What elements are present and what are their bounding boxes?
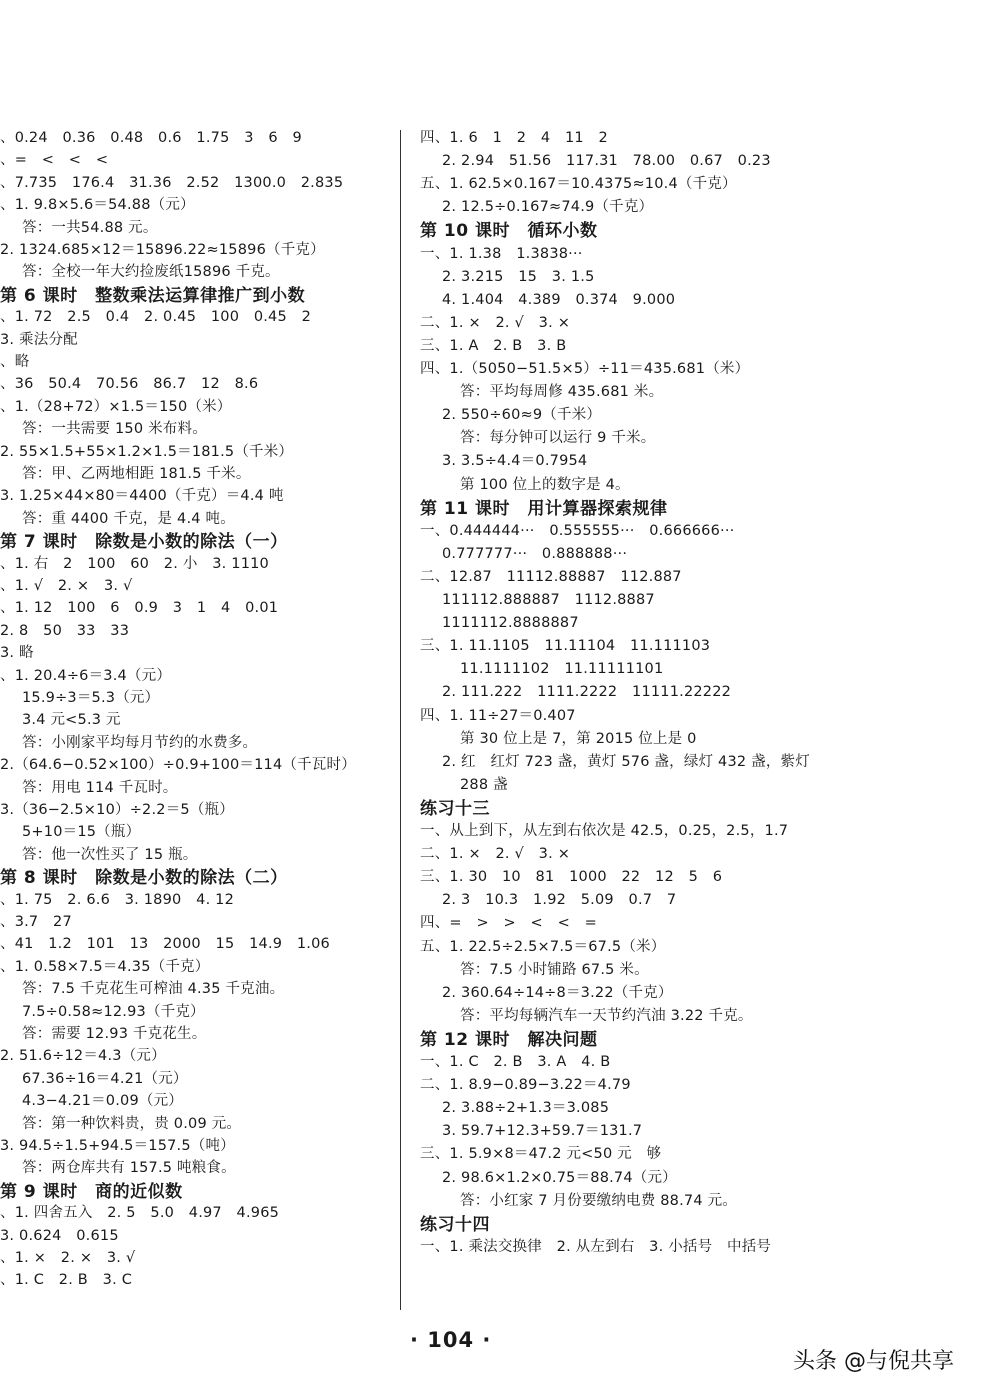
answer-line: 、1. 12 100 6 0.9 3 1 4 0.01 — [0, 600, 279, 617]
answer-line: 一、1. C 2. B 3. A 4. B — [420, 1054, 611, 1070]
answer-line: 2.（64.6−0.52×100）÷0.9+100＝114（千瓦时） — [0, 757, 356, 774]
section-heading: 第 12 课时 解决问题 — [420, 1029, 598, 1050]
answer-line: 1111112.8888887 — [442, 615, 579, 632]
answer-line: 2. 3.88÷2+1.3＝3.085 — [442, 1100, 610, 1117]
answer-line: 第 30 位上是 7，第 2015 位上是 0 — [460, 730, 697, 747]
answer-line: 2. 3.215 15 3. 1.5 — [442, 268, 595, 285]
answer-line: 3. 乘法分配 — [0, 331, 78, 348]
answer-line: 四、= > > < < = — [420, 915, 597, 932]
answer-line: 、= < < < — [0, 152, 109, 169]
answer-line: 答：一共需要 150 米布料。 — [22, 421, 207, 438]
answer-line: 、0.24 0.36 0.48 0.6 1.75 3 6 9 — [0, 130, 302, 146]
answer-line: 答：一共54.88 元。 — [22, 219, 158, 236]
answer-line: 、略 — [0, 354, 30, 370]
answer-line: 、41 1.2 101 13 2000 15 14.9 1.06 — [0, 936, 330, 953]
answer-line: 答：重 4400 千克，是 4.4 吨。 — [22, 510, 235, 527]
answer-line: 2. 12.5÷0.167≈74.9（千克） — [442, 199, 654, 216]
section-heading: 第 6 课时 整数乘法运算律推广到小数 — [0, 285, 306, 306]
answer-line: 2. 3 10.3 1.92 5.09 0.7 7 — [442, 892, 677, 909]
answer-line: 、1. C 2. B 3. C — [0, 1272, 133, 1289]
answer-line: 二、1. × 2. √ 3. × — [420, 846, 571, 863]
answer-line: 四、1. 11÷27＝0.407 — [420, 707, 576, 724]
answer-line: 、1. × 2. × 3. √ — [0, 1250, 136, 1266]
answer-line: 3.（36−2.5×10）÷2.2＝5（瓶） — [0, 802, 234, 818]
answer-line: 67.36÷16＝4.21（元） — [22, 1070, 188, 1087]
answer-line: 4. 1.404 4.389 0.374 9.000 — [442, 291, 676, 308]
answer-line: 答：第一种饮料贵，贵 0.09 元。 — [22, 1115, 242, 1132]
answer-line: 答：7.5 千克花生可榨油 4.35 千克油。 — [22, 981, 285, 998]
answer-line: 、1. 20.4÷6＝3.4（元） — [0, 667, 172, 684]
answer-line: 2. 55×1.5+55×1.2×1.5＝181.5（千米） — [0, 443, 294, 460]
answer-line: 答：甲、乙两地相距 181.5 千米。 — [22, 466, 251, 482]
answer-line: 答：小刚家平均每月节约的水费多。 — [22, 734, 258, 751]
answer-line: 答：需要 12.93 千克花生。 — [22, 1026, 207, 1042]
answer-line: 5+10＝15（瓶） — [22, 824, 141, 841]
answer-line: 一、1. 乘法交换律 2. 从左到右 3. 小括号 中括号 — [420, 1238, 772, 1255]
answer-line: 2. 98.6×1.2×0.75＝88.74（元） — [442, 1169, 677, 1186]
answer-line: 11.1111102 11.11111101 — [460, 661, 664, 678]
answer-line: 三、1. 5.9×8＝47.2 元<50 元 够 — [420, 1146, 662, 1163]
answer-line: 、1. 0.58×7.5＝4.35（千克） — [0, 958, 210, 975]
answer-line: 0.777777··· 0.888888··· — [442, 545, 628, 562]
section-heading: 第 9 课时 商的近似数 — [0, 1181, 183, 1202]
answer-line: 答：每分钟可以运行 9 千米。 — [460, 430, 656, 447]
answer-line: 3. 3.5÷4.4＝0.7954 — [442, 453, 588, 470]
answer-line: 7.5÷0.58≈12.93（千克） — [22, 1003, 205, 1020]
answer-line: 、3.7 27 — [0, 914, 72, 930]
answer-line: 2. 2.94 51.56 117.31 78.00 0.67 0.23 — [442, 153, 771, 170]
answer-line: 3. 0.624 0.615 — [0, 1227, 119, 1244]
answer-line: 3. 59.7+12.3+59.7＝131.7 — [442, 1123, 643, 1140]
answer-line: 答：平均每周修 435.681 米。 — [460, 384, 664, 401]
section-heading: 第 7 课时 除数是小数的除法（一） — [0, 532, 288, 553]
answer-line: 一、1. 1.38 1.3838··· — [420, 245, 583, 262]
answer-line: 、1. √ 2. × 3. √ — [0, 578, 133, 594]
answer-line: 、36 50.4 70.56 86.7 12 8.6 — [0, 376, 259, 393]
answer-line: 二、12.87 11112.88887 112.887 — [420, 568, 682, 585]
answer-line: 三、1. 30 10 81 1000 22 12 5 6 — [420, 869, 723, 886]
watermark-text: 头条 @与倪共享 — [793, 1349, 954, 1374]
answer-line: 、1. 9.8×5.6＝54.88（元） — [0, 197, 195, 214]
answer-line: 3. 略 — [0, 645, 34, 662]
answer-line: 4.3−4.21＝0.09（元） — [22, 1093, 183, 1110]
answer-line: 2. 8 50 33 33 — [0, 622, 130, 639]
answer-line: 答：用电 114 千瓦时。 — [22, 779, 178, 796]
answer-line: 答：两仓库共有 157.5 吨粮食。 — [22, 1160, 236, 1177]
answer-line: 2. 360.64÷14÷8＝3.22（千克） — [442, 984, 673, 1001]
section-heading: 练习十三 — [420, 798, 490, 819]
answer-line: 、7.735 176.4 31.36 2.52 1300.0 2.835 — [0, 174, 344, 191]
answer-line: 四、1. 6 1 2 4 11 2 — [420, 130, 608, 146]
section-heading: 第 10 课时 循环小数 — [420, 221, 598, 242]
answer-line: 答：小红家 7 月份要缴纳电费 88.74 元。 — [460, 1192, 737, 1209]
answer-line: 二、1. 8.9−0.89−3.22＝4.79 — [420, 1077, 631, 1094]
section-heading: 第 11 课时 用计算器探索规律 — [420, 498, 668, 519]
answer-line: 2. 1324.685×12＝15896.22≈15896（千克） — [0, 242, 325, 258]
answer-line: 一、从上到下，从左到右依次是 42.5，0.25，2.5，1.7 — [420, 823, 789, 839]
answer-line: 、1.（28+72）×1.5＝150（米） — [0, 398, 232, 415]
answer-line: 答：全校一年大约捡废纸15896 千克。 — [22, 264, 280, 281]
answer-line: 15.9÷3＝5.3（元） — [22, 690, 160, 706]
answer-line: 答：7.5 小时铺路 67.5 米。 — [460, 961, 649, 978]
answer-line: 三、1. 11.1105 11.11104 11.111103 — [420, 638, 711, 655]
answer-line: 111112.888887 1112.8887 — [442, 592, 655, 608]
answer-line: 一、0.444444··· 0.555555··· 0.666666··· — [420, 522, 735, 539]
answer-line: 第 100 位上的数字是 4。 — [460, 476, 630, 493]
answer-line: 二、1. × 2. √ 3. × — [420, 314, 571, 331]
answer-line: 五、1. 22.5÷2.5×7.5＝67.5（米） — [420, 938, 666, 955]
answer-line: 三、1. A 2. B 3. B — [420, 337, 567, 354]
answer-line: 四、1.（5050−51.5×5）÷11＝435.681（米） — [420, 361, 750, 377]
column-divider — [400, 130, 401, 1310]
section-heading: 练习十四 — [420, 1214, 490, 1235]
answer-line: 2. 550÷60≈9（千米） — [442, 407, 602, 424]
answer-line: 2. 111.222 1111.2222 11111.22222 — [442, 684, 732, 701]
answer-line: 五、1. 62.5×0.167＝10.4375≈10.4（千克） — [420, 176, 737, 193]
answer-line: 答：平均每辆汽车一天节约汽油 3.22 千克。 — [460, 1007, 753, 1024]
answer-line: 3. 94.5÷1.5+94.5＝157.5（吨） — [0, 1138, 235, 1154]
answer-line: 、1. 72 2.5 0.4 2. 0.45 100 0.45 2 — [0, 309, 312, 326]
answer-line: 答：他一次性买了 15 瓶。 — [22, 846, 198, 863]
answer-line: 、1. 右 2 100 60 2. 小 3. 1110 — [0, 555, 269, 572]
section-heading: 第 8 课时 除数是小数的除法（二） — [0, 868, 288, 889]
page-number: · 104 · — [410, 1328, 492, 1352]
answer-line: 3.4 元<5.3 元 — [22, 712, 121, 729]
answer-line: 2. 红 红灯 723 盏，黄灯 576 盏，绿灯 432 盏，紫灯 — [442, 753, 810, 770]
answer-line: 、1. 75 2. 6.6 3. 1890 4. 12 — [0, 891, 235, 908]
answer-line: 288 盏 — [460, 776, 508, 793]
answer-line: 3. 1.25×44×80＝4400（千克）＝4.4 吨 — [0, 488, 284, 505]
answer-line: 2. 51.6÷12＝4.3（元） — [0, 1048, 166, 1065]
answer-line: 、1. 四舍五入 2. 5 5.0 4.97 4.965 — [0, 1205, 280, 1222]
